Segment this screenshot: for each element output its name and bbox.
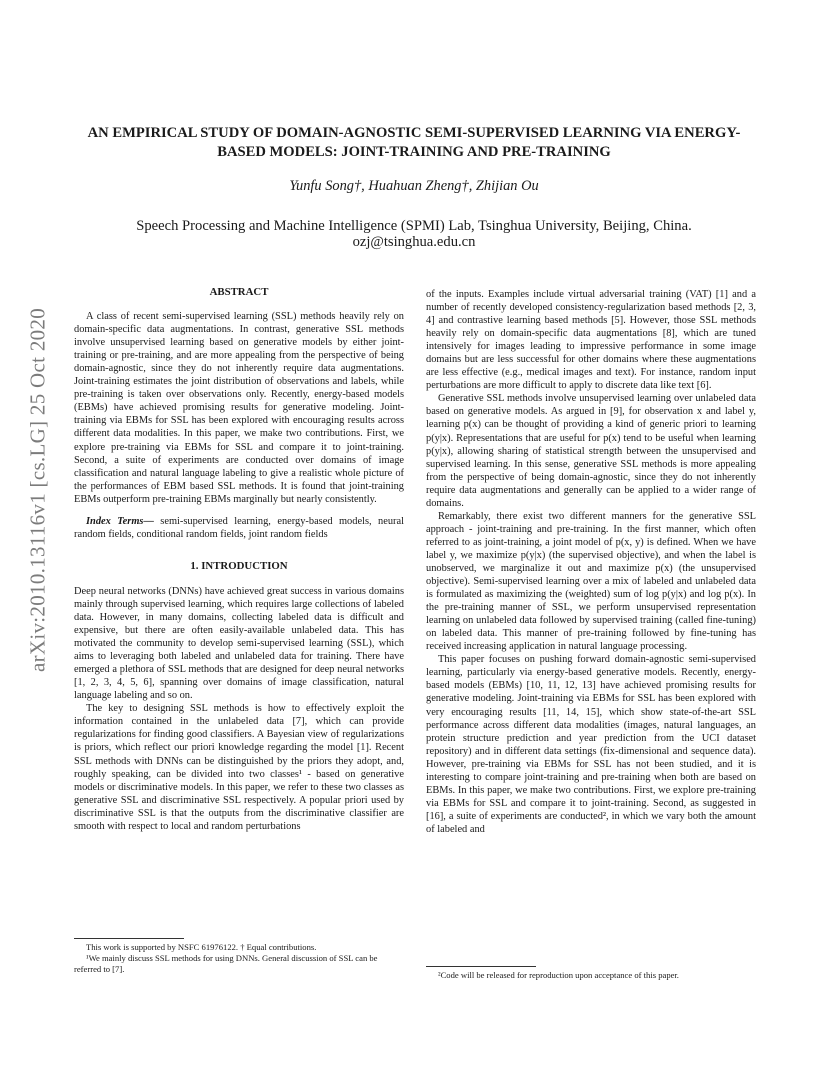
intro-paragraph: The key to designing SSL methods is how to effectively exploit the information contained in the unlabeled data [7], which can provide regularizations for finding good classifiers. A Bayesian view of regularizations is priors, which reflect our priori knowledge regarding the model [1]. Recent SSL methods with DNNs can be distinguished by the priors they adopt, and, roughly speaking, can be divided into two classes¹ - based on generative models or discriminative models. In this paper, we refer to these two classes as generative SSL and discriminative SSL respectively. A popular priori used by discriminative SSL is that the outputs from the discriminative classifier are smooth with respect to local and random perturbations [74,703,404,832]
introduction-heading: 1. INTRODUCTION [190,559,288,572]
intro-paragraph: Generative SSL methods involve unsupervised learning over unlabeled data based on generative models. As argued in [9], for observation x and label y, learning p(x) can be thought of providing a kind of generic priori to learning p(y|x). Representations that are useful for p(x) tend to be useful when learning p(y|x), allowing sharing of statistical strength between the unsupervised and supervised learning. In this sense, generative SSL methods is more appealing from the perspective of being domain-agnostic, since they do not inherently require data augmentations and generally can be applied to a wider range of domains. [426,393,756,509]
author-list: Yunfu Song†, Huahuan Zheng†, Zhijian Ou [289,178,539,194]
footnote-1: ¹We mainly discuss SSL methods for using DNNs. General discussion of SSL can be referred to [7]. [74,953,378,974]
abstract-heading: ABSTRACT [209,286,269,298]
arxiv-id-text: arXiv:2010.13116v1 [cs.LG] 25 Oct 2020 [25,307,50,673]
affiliation: Speech Processing and Machine Intelligence (SPMI) Lab, Tsinghua University, Beijing, China. [136,218,692,234]
intro-paragraph: of the inputs. Examples include virtual adversarial training (VAT) [1] and a number of recently developed consistency-regularization based methods [2, 3, 4] and contrastive learning based methods [5]. However, those SSL methods heavily rely on domain-specific data augmentations [8], which are tuned intensively for images leading to impressive performance in some image domains but are less successful for other domains where these augmentations are less effective (e.g., medical images and text). For instance, random input perturbations are more difficult to apply to discrete data like text [6]. [426,289,756,392]
left-column [74,286,404,833]
funding-footnote: This work is supported by NSFC 61976122. † Equal contributions. [86,942,317,952]
right-column [426,288,756,836]
intro-paragraph: Deep neural networks (DNNs) have achieved great success in various domains mainly through supervised learning, which requires large collections of labeled data. However, in many domains, collecting labeled data is difficult and expensive, but there are often easily-available unlabeled data. This has motivated the community to develop semi-supervised learning (SSL), which aims to leveraging both labeled and unlabeled data for training. There have emerged a plethora of SSL methods that are designed for deep neural networks [1, 2, 3, 4, 5, 6], spanning over domains of image classification, natural language labeling and so on. [74,585,404,702]
footnote-2: ²Code will be released for reproduction upon acceptance of this paper. [438,970,679,980]
left-footnotes [74,932,404,975]
intro-paragraph: Remarkably, there exist two different manners for the generative SSL approach - joint-training and pre-training. In the first manner, which often referred to as joint-training, a joint model of p(x, y) is defined. When we have label y, we maximize p(y|x) (the supervised objective), and when the label is unobserved, we marginalize it out and maximize p(x) (the unsupervised objective). Semi-supervised learning over a mix of labeled and unlabeled data is formulated as maximizing the (weighted) sum of log p(y|x) and log p(x). In the pre-training manner of SSL, we perform unsupervised representation learning on unlabeled data followed by supervised training (called fine-tuning) on labeled data. This manner of pre-training followed by fine-tuning has received increasing application in natural language processing. [426,510,756,653]
arxiv-sidebar-identifier [12,290,64,690]
index-terms-label: Index Terms— [86,515,154,527]
footnote-divider [426,966,536,967]
index-terms-text: semi-supervised learning, energy-based models, neural random fields, conditional random fields, joint random fields [74,515,404,540]
contact-email: ozj@tsinghua.edu.cn [352,234,476,250]
paper-title: AN EMPIRICAL STUDY OF DOMAIN-AGNOSTIC SEMI-SUPERVISED LEARNING VIA ENERGY-BASED MODELS: JOINT-TRAINING AND PRE-TRAINING [87,125,741,160]
abstract-text: A class of recent semi-supervised learning (SSL) methods heavily rely on domain-specific data augmentations. In contrast, generative SSL methods involve unsupervised learning based on generative models by either joint-training or pre-training, and are more appealing from the perspective of being domain-agnostic, since they do not inherently require data augmentations. Joint-training estimates the joint distribution of observations and labels, while pre-training is taken over observations only. Recently, energy-based models (EBMs) have achieved promising results for generative modeling. Joint-training via EBMs for SSL has been explored with encouraging results across different data modalities. In this paper, we make two contributions. First, we explore pre-training via EBMs for SSL and compare it to joint-training. Second, a suite of experiments are conducted over domains of image classification and natural language labeling to give a realistic whole picture of the performances of EBM based SSL methods. It is found that joint-training EBMs outperform pre-training EBMs marginally but nearly consistently. [74,311,404,505]
index-terms [74,515,404,541]
footnote-divider [74,938,184,939]
right-footnotes [426,960,756,981]
intro-paragraph: This paper focuses on pushing forward domain-agnostic semi-supervised learning, particularly via energy-based generative models. Recently, energy-based models (EBMs) [10, 11, 12, 13] have achieved promising results for generative modeling. Joint-training via EBMs for SSL has been explored with very encouraging results [11, 14, 15], which show state-of-the-art SSL performance across different data modalities (images, natural languages, an protein structure prediction and year prediction from the UCI dataset repository) and in different data settings (fix-dimensional and sequence data). However, pre-training via EBMs for SSL has not been studied, and it is interesting to compare joint-training and pre-training when both are based on EBMs. In this paper, we make two contributions. First, we explore pre-training via EBMs for SSL and compare it to joint-training. Second, as suggested in [16], a suite of experiments are conducted², in which we vary both the amount of labeled and [426,654,756,835]
